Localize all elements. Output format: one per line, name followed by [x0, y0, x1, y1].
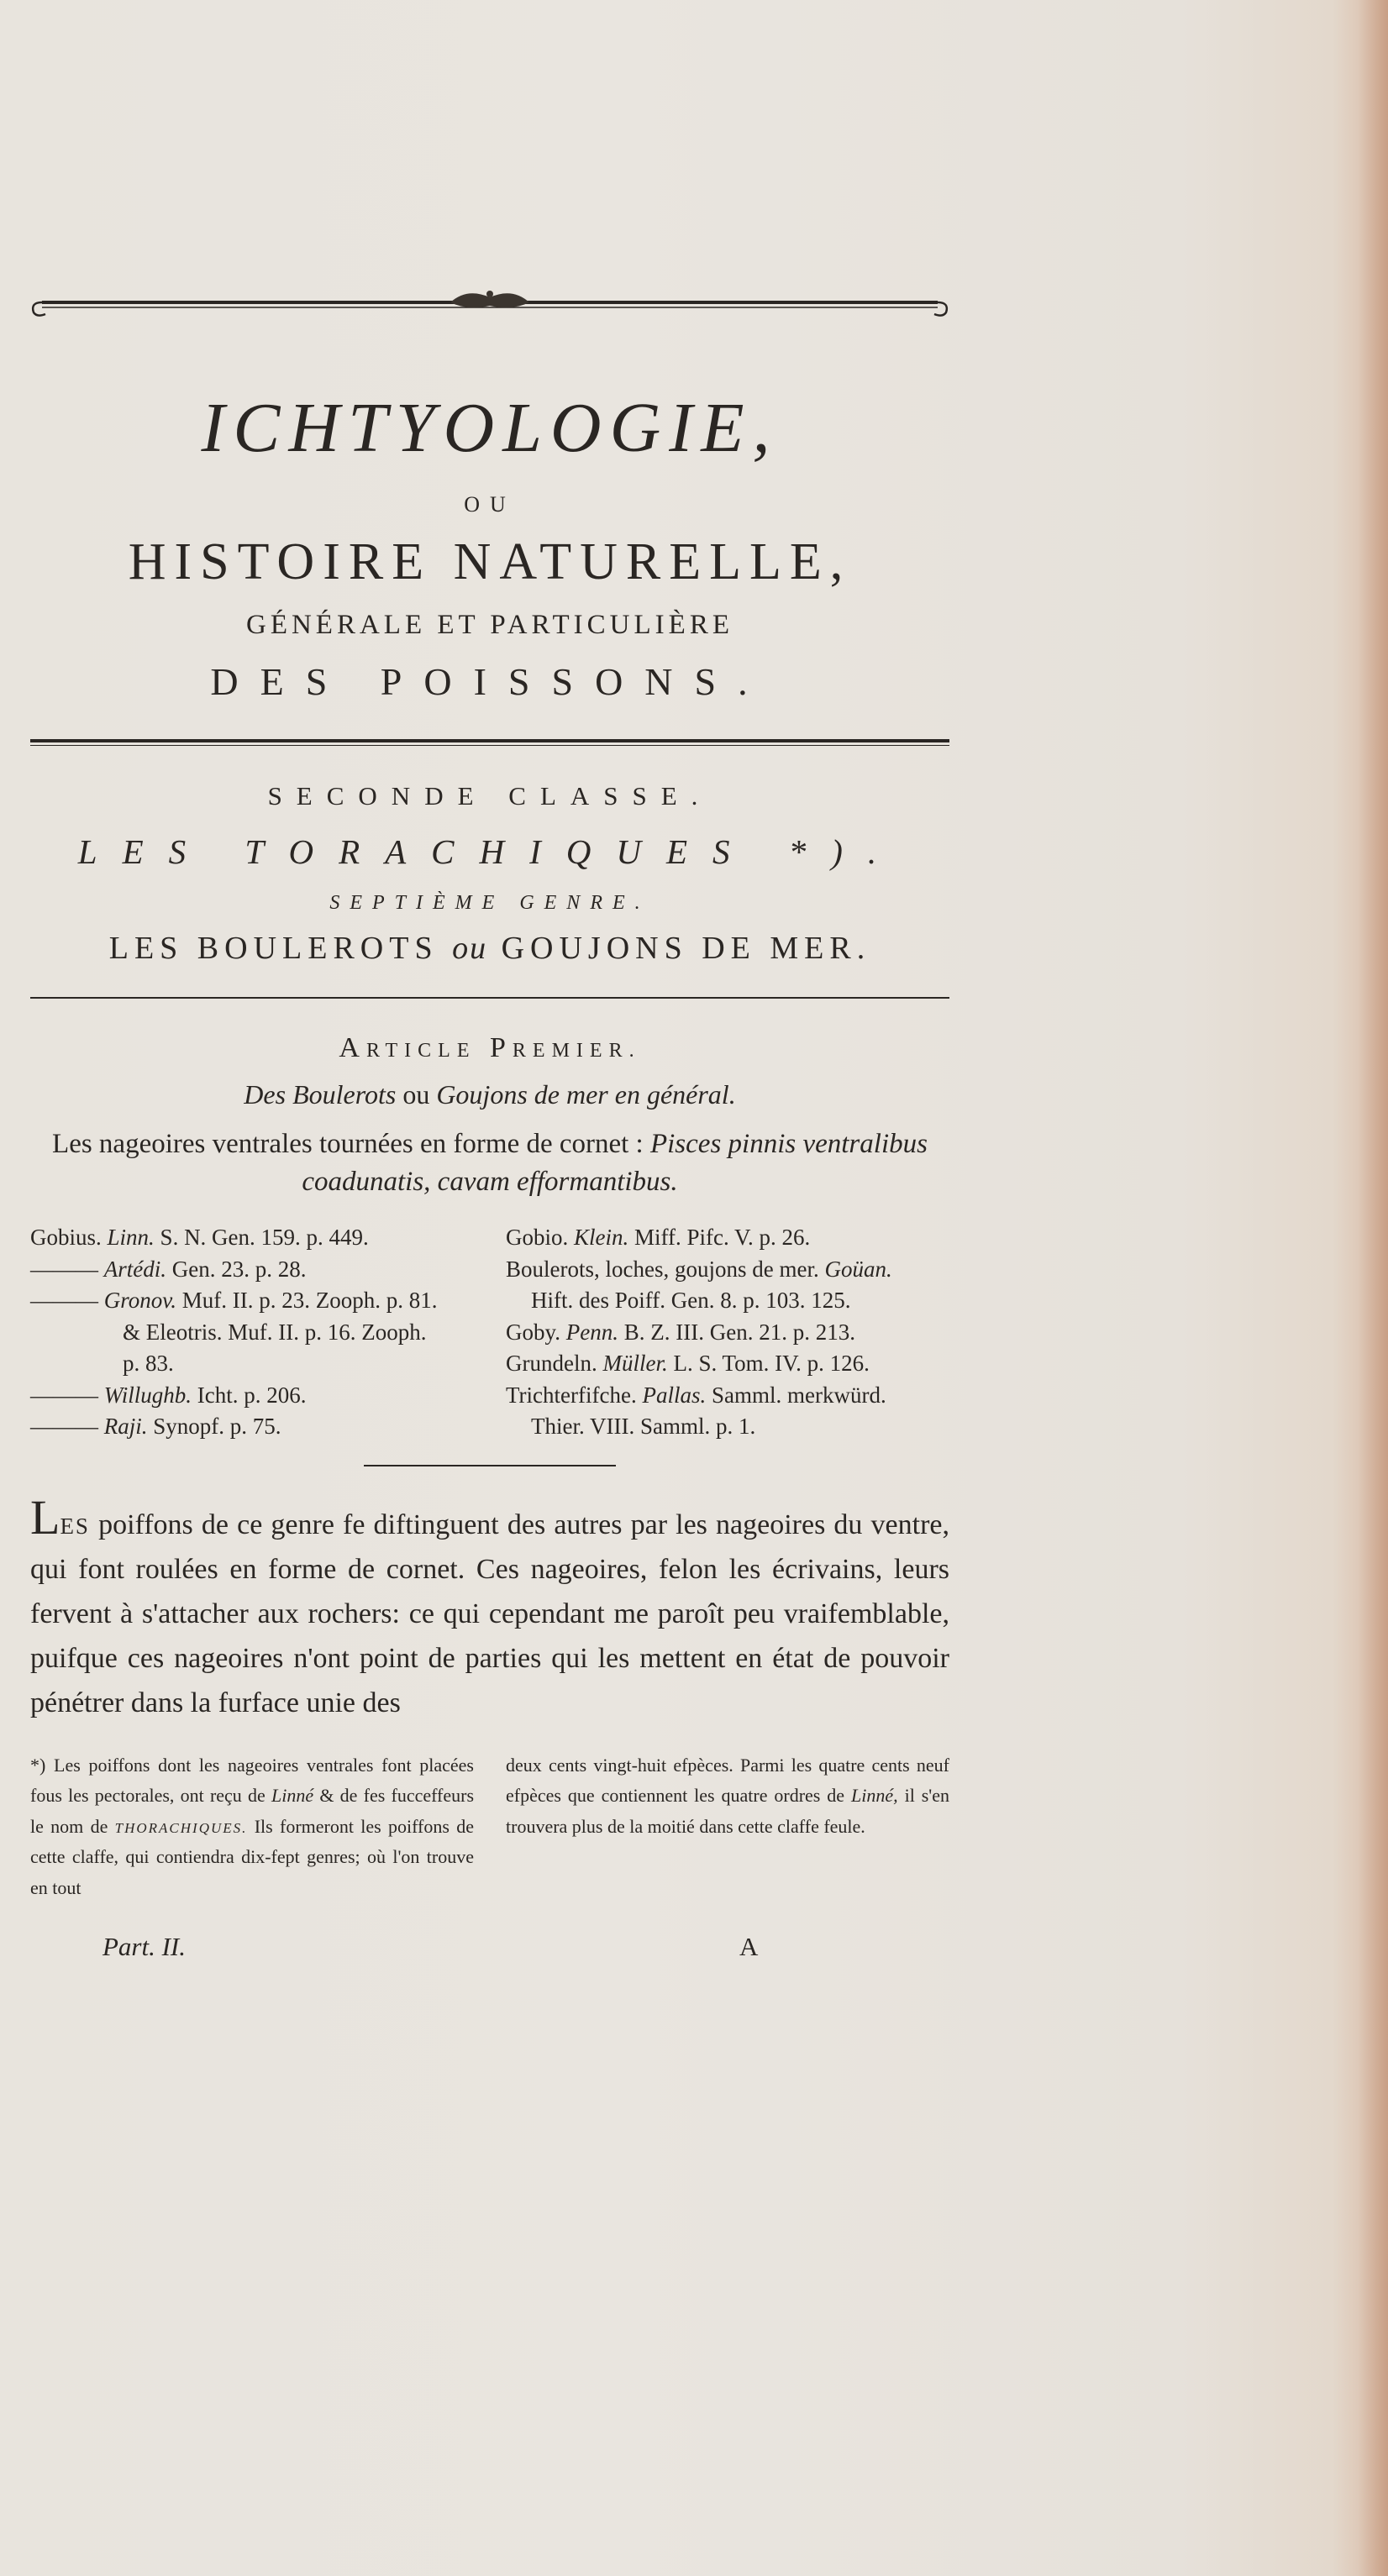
article-heading-initial-a: A: [339, 1032, 366, 1063]
title-generale: GÉNÉRALE ET PARTICULIÈRE: [245, 610, 733, 640]
boulerots-heading-b: GOUJONS DE MER.: [501, 931, 871, 966]
section-rule: [30, 997, 949, 999]
article-heading-initial-p: P: [490, 1032, 513, 1063]
definition-french: Les nageoires ventrales tournées en forme de cornet :: [52, 1129, 644, 1159]
drop-cap: L: [30, 1489, 60, 1545]
reference-line: ——— Raji. Synopf. p. 75.: [30, 1414, 281, 1440]
footnote-right-column: deux cents vingt-huit efpèces. Parmi les quatre cents neuf efpèces que contiennent les quatre ordres de Linné, il s'en trouvera plus de la moitié dans cette claffe feule.: [506, 1754, 950, 1837]
subtitle-ou: ou: [402, 1079, 430, 1110]
reference-line: & Eleotris. Muf. II. p. 16. Zooph.: [123, 1319, 427, 1345]
references-right-column: [506, 1222, 949, 1443]
references-block: [30, 1222, 949, 1443]
references-left-column: [30, 1222, 474, 1443]
article-subtitle: [30, 1079, 949, 1110]
signature-mark: A: [739, 1932, 759, 1962]
reference-line: Boulerots, loches, goujons de mer. Goüan.: [506, 1256, 892, 1282]
article-heading-rest-a: RTICLE: [365, 1040, 476, 1062]
article-heading-rest-p: REMIER.: [512, 1040, 641, 1062]
page-title: ICHTYOLOGIE,: [201, 389, 779, 467]
part-label: Part. II.: [103, 1932, 187, 1962]
subtitle-a: Des Boulerots: [244, 1079, 397, 1110]
ornament-rule: [30, 286, 949, 319]
footnotes: [30, 1750, 949, 1904]
title-histoire: HISTOIRE NATURELLE,: [128, 533, 852, 590]
boulerots-heading-ou: ou: [452, 931, 488, 966]
footnote-left-column: *) Les poiffons dont les nageoires ventrales font placées fous les pectorales, ont reçu de Linné & de fes fucceffeurs le nom de THORACHIQUES. Ils formeront les poiffons de cette claffe, qui contiendra dix-fept genres; où l'on trouve en tout: [30, 1754, 475, 1898]
body-text: poiffons de ce genre fe diftinguent des autres par les nageoires du ventre, qui font roulées en forme de cornet. Ces nageoires, felon les écrivains, leurs fervent à s'attacher aux rochers: ce qui cependant me paroît peu vraifemblable, puifque ces nageoires n'ont point de parties qui les mettent en état de pouvoir pénétrer dans la furface unie des: [30, 1508, 949, 1718]
classe-heading: SECONDE CLASSE.: [267, 781, 712, 811]
reference-line: ——— Willughb. Icht. p. 206.: [30, 1382, 307, 1408]
double-rule: [30, 739, 949, 746]
reference-line: ——— Artédi. Gen. 23. p. 28.: [30, 1256, 307, 1282]
reference-line: Hift. des Poiff. Gen. 8. p. 103. 125.: [531, 1288, 851, 1314]
genre-heading: SEPTIÈME GENRE.: [329, 892, 650, 914]
reference-line: p. 83.: [123, 1351, 174, 1377]
short-rule: [364, 1465, 616, 1466]
page-edge-shadow: [1358, 0, 1388, 2576]
reference-line: Thier. VIII. Samml. p. 1.: [531, 1414, 756, 1440]
reference-line: Gobius. Linn. S. N. Gen. 159. p. 449.: [30, 1225, 369, 1251]
boulerots-heading-a: LES BOULEROTS: [108, 931, 439, 966]
title-des-poissons: DES POISSONS.: [210, 660, 770, 703]
reference-line: Gobio. Klein. Miff. Pifc. V. p. 26.: [506, 1225, 811, 1251]
drop-cap-smallcaps: ES: [60, 1513, 90, 1539]
genus-definition: [30, 1125, 949, 1200]
boulerots-heading: [30, 930, 949, 967]
torachiques-heading: LES TORACHIQUES *).: [77, 832, 902, 871]
article-heading: [30, 1032, 949, 1064]
title-ou: OU: [464, 492, 516, 517]
reference-line: Grundeln. Müller. L. S. Tom. IV. p. 126.: [506, 1351, 870, 1377]
reference-line: Goby. Penn. B. Z. III. Gen. 21. p. 213.: [506, 1319, 855, 1345]
subtitle-b: Goujons de mer en général.: [436, 1079, 736, 1110]
definition-latin: Pisces pinnis ventralibus coadunatis, cavam efformantibus.: [302, 1129, 928, 1197]
book-page: [30, 286, 949, 1965]
reference-line: Trichterfifche. Pallas. Samml. merkwürd.: [506, 1382, 886, 1408]
reference-line: ——— Gronov. Muf. II. p. 23. Zooph. p. 81.: [30, 1288, 438, 1314]
signature-line: [30, 1932, 949, 1965]
body-paragraph: [30, 1489, 949, 1725]
